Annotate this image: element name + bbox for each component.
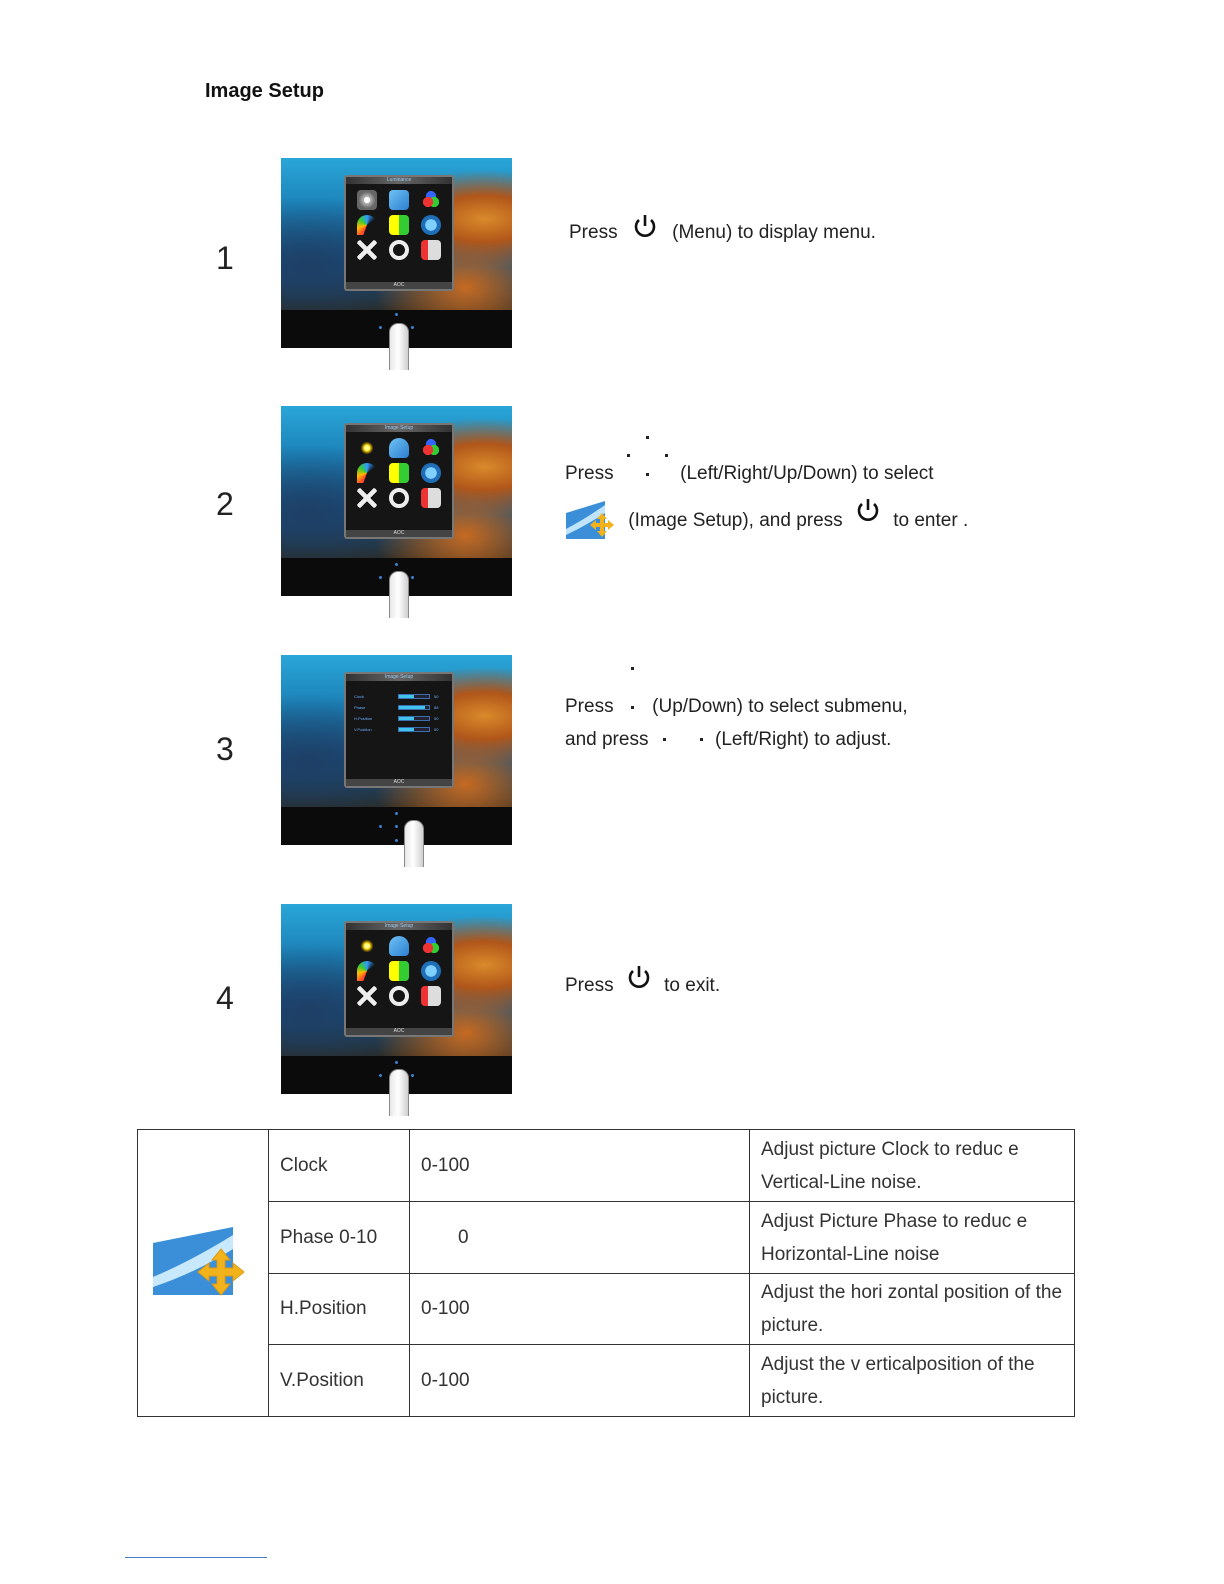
color-boost-icon <box>357 463 377 483</box>
osd-row-slider-fill <box>399 706 425 709</box>
osd-submenu-row <box>354 702 444 713</box>
image-setup-table <box>137 1129 1075 1417</box>
arrow-button-marker <box>665 454 668 457</box>
table-cell-range: 0-100 <box>410 1130 750 1202</box>
osd-image-setup-submenu <box>344 672 454 788</box>
description-line: picture. <box>761 1315 824 1336</box>
reset-icon <box>389 240 409 260</box>
exit-icon <box>421 240 441 260</box>
step-4-monitor <box>281 904 512 1119</box>
osd-brand: AOC <box>346 530 452 537</box>
page-title: Image Setup <box>205 80 324 102</box>
color-boost-icon <box>357 215 377 235</box>
osd-brand: AOC <box>346 1028 452 1035</box>
button-led <box>411 326 414 329</box>
osd-row-slider-fill <box>399 728 414 731</box>
step-1-instruction <box>569 212 876 244</box>
osd-row-value: 50 <box>434 694 439 699</box>
table-cell-description <box>750 1202 1075 1274</box>
table-cell-item: V.Position <box>269 1345 410 1417</box>
color-temp-icon <box>421 438 441 458</box>
osd-row-label: Phase <box>354 705 366 710</box>
step-3-monitor <box>281 655 512 870</box>
luminance-icon <box>357 190 377 210</box>
step-3-text-b: (Up/Down) to select submenu, <box>652 696 908 717</box>
picture-boost-icon <box>389 961 409 981</box>
extra-icon <box>357 240 377 260</box>
image-setup-icon <box>565 499 623 543</box>
table-row <box>138 1202 1075 1274</box>
picture-boost-icon <box>389 463 409 483</box>
description-line: Horizontal-Line noise <box>761 1243 940 1265</box>
osd-submenu-list <box>346 681 452 735</box>
table-cell-range: 0-100 <box>410 1274 750 1345</box>
osd-row-label: Clock <box>354 694 365 699</box>
osd-row-value: 88 <box>434 705 439 710</box>
luminance-icon <box>357 438 377 458</box>
osd-row-slider <box>398 694 430 699</box>
osd-main-menu <box>344 423 454 539</box>
button-led <box>411 576 414 579</box>
osd-brand: AOC <box>346 779 452 786</box>
osd-submenu-row <box>354 713 444 724</box>
image-setup-icon <box>389 936 409 956</box>
arrow-button-marker <box>627 454 630 457</box>
button-led <box>395 563 398 566</box>
extra-icon <box>357 986 377 1006</box>
button-led <box>395 1061 398 1064</box>
step-3-instruction-line-2 <box>565 729 891 751</box>
osd-row-label: H.Position <box>354 716 373 721</box>
table-cell-description <box>750 1274 1075 1345</box>
finger-press <box>404 820 424 867</box>
step-3-text-c: and press <box>565 729 649 750</box>
button-led <box>395 313 398 316</box>
reset-icon <box>389 986 409 1006</box>
description-line: Vertical-Line noise. <box>761 1171 922 1193</box>
step-2-text-c: (Image Setup), and press <box>628 510 843 531</box>
table-cell-range: 0 <box>410 1202 750 1274</box>
power-icon <box>631 212 659 240</box>
osd-row-slider <box>398 705 430 710</box>
step-2-instruction-line-1 <box>565 463 934 485</box>
osd-main-menu <box>344 921 454 1037</box>
table-row <box>138 1274 1075 1345</box>
description-line: Adjust Picture Phase to reduc e <box>761 1210 1028 1232</box>
step-3-number: 3 <box>216 731 234 767</box>
exit-icon <box>421 986 441 1006</box>
color-boost-icon <box>357 961 377 981</box>
osd-setup-icon <box>421 961 441 981</box>
table-cell-item: Clock <box>269 1130 410 1202</box>
extra-icon <box>357 488 377 508</box>
monitor-screen <box>281 655 512 807</box>
image-setup-icon <box>389 438 409 458</box>
table-cell-item: Phase 0-10 <box>269 1202 410 1274</box>
osd-row-slider-fill <box>399 717 414 720</box>
osd-title: Image Setup <box>346 923 452 930</box>
picture-boost-icon <box>389 215 409 235</box>
monitor-screen <box>281 904 512 1056</box>
color-temp-icon <box>421 190 441 210</box>
step-4-text-b: to exit. <box>664 975 721 996</box>
button-led <box>395 839 398 842</box>
finger-press <box>389 571 409 618</box>
osd-title: Luminance <box>346 177 452 184</box>
button-led <box>411 1074 414 1077</box>
table-cell-item: H.Position <box>269 1274 410 1345</box>
monitor-screen <box>281 158 512 310</box>
osd-main-menu <box>344 175 454 291</box>
osd-row-value: 50 <box>434 716 439 721</box>
description-line: picture. <box>761 1386 824 1408</box>
step-1-text-a: Press <box>569 222 618 243</box>
image-setup-icon <box>151 1225 255 1315</box>
image-setup-icon <box>389 190 409 210</box>
osd-title: Image Setup <box>346 425 452 432</box>
step-2-text-d: to enter . <box>893 510 969 531</box>
finger-press <box>389 1069 409 1116</box>
osd-row-value: 50 <box>434 727 439 732</box>
table-row <box>138 1130 1075 1202</box>
osd-title: Image Setup <box>346 674 452 681</box>
description-line: Adjust the v erticalposition of the <box>761 1353 1035 1375</box>
step-4-number: 4 <box>216 980 234 1016</box>
description-line: Adjust picture Clock to reduc e <box>761 1138 1019 1160</box>
table-cell-description <box>750 1345 1075 1417</box>
button-led <box>379 825 382 828</box>
step-3-text-d: (Left/Right) to adjust. <box>715 729 892 750</box>
footer-rule <box>125 1557 267 1558</box>
osd-setup-icon <box>421 215 441 235</box>
arrow-button-marker <box>646 436 649 439</box>
osd-row-slider <box>398 716 430 721</box>
button-led <box>379 326 382 329</box>
step-1-text-b: (Menu) to display menu. <box>672 222 876 243</box>
step-2-instruction-line-2 <box>565 496 968 543</box>
arrow-button-marker <box>631 667 634 670</box>
luminance-icon <box>357 936 377 956</box>
step-1-number: 1 <box>216 240 234 276</box>
osd-row-label: V.Position <box>354 727 372 732</box>
button-led <box>379 1074 382 1077</box>
step-4-instruction <box>565 963 720 997</box>
step-1-monitor <box>281 158 512 373</box>
step-2-text-b: (Left/Right/Up/Down) to select <box>680 463 934 484</box>
table-row <box>138 1345 1075 1417</box>
description-line: Adjust the hori zontal position of the <box>761 1282 1063 1303</box>
step-3-text-a: Press <box>565 696 614 717</box>
table-cell-description <box>750 1130 1075 1202</box>
button-led <box>379 576 382 579</box>
reset-icon <box>389 488 409 508</box>
step-4-text-a: Press <box>565 975 614 996</box>
power-icon <box>854 496 882 524</box>
table-cell-range: 0-100 <box>410 1345 750 1417</box>
color-temp-icon <box>421 936 441 956</box>
exit-icon <box>421 488 441 508</box>
step-2-monitor <box>281 406 512 621</box>
osd-submenu-row <box>354 724 444 735</box>
step-3-instruction-line-1 <box>565 696 908 718</box>
button-led <box>395 825 398 828</box>
button-led <box>395 812 398 815</box>
step-2-number: 2 <box>216 486 234 522</box>
table-icon-cell <box>138 1130 269 1417</box>
osd-row-slider-fill <box>399 695 414 698</box>
osd-submenu-row <box>354 691 444 702</box>
osd-brand: AOC <box>346 282 452 289</box>
osd-setup-icon <box>421 463 441 483</box>
finger-press <box>389 323 409 370</box>
monitor-screen <box>281 406 512 558</box>
step-2-text-a: Press <box>565 463 614 484</box>
power-icon <box>625 963 653 991</box>
osd-row-slider <box>398 727 430 732</box>
